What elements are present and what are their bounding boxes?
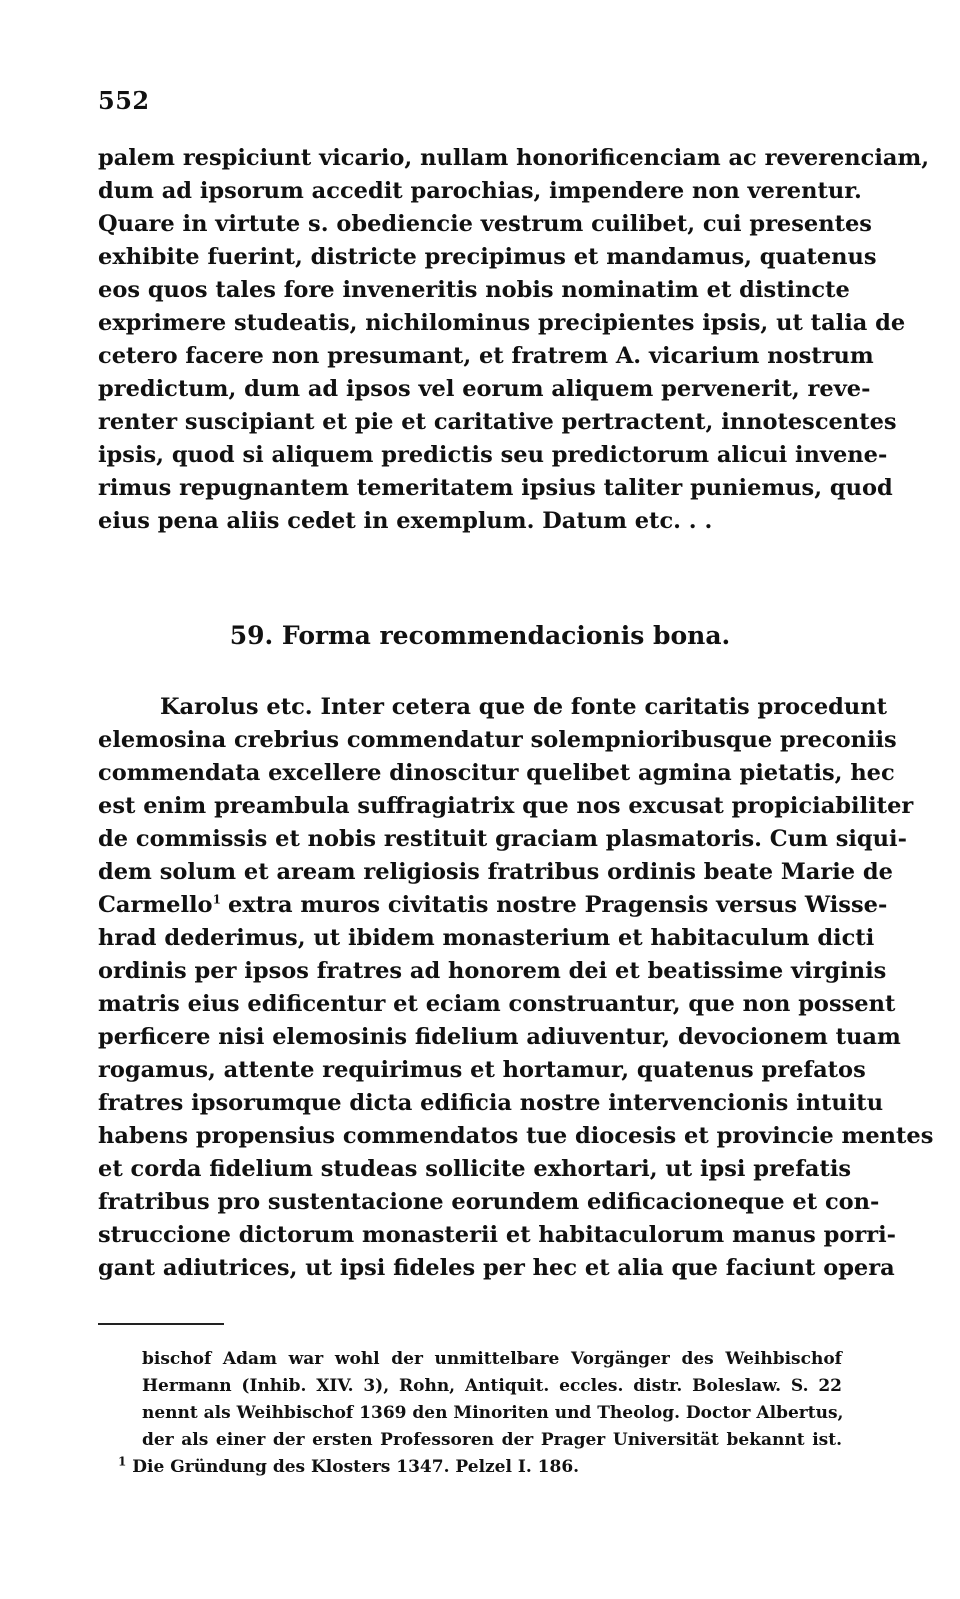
text-line: Quare in virtute s. obediencie vestrum cuilibet, cui presentes <box>98 211 872 237</box>
text-line: extra muros civitatis nostre Pragensis versus Wisse- <box>228 892 888 918</box>
text-line: exhibite fuerint, districte precipimus et mandamus, quatenus <box>98 244 877 270</box>
text-line: struccione dictorum monasterii et habitaculorum manus porri- <box>98 1222 897 1248</box>
section-heading: 59. Forma recommendacionis bona. <box>229 621 731 650</box>
text-line: ipsis, quod si aliquem predictis seu predictorum alicui invene- <box>98 442 888 468</box>
text-line: elemosina crebrius commendatur solempnioribusque preconiis <box>98 727 897 753</box>
text-line: palem respiciunt vicario, nullam honorificenciam ac reverenciam, <box>98 145 930 171</box>
text-line: dum ad ipsorum accedit parochias, impendere non verentur. <box>98 178 862 204</box>
page-number: 552 <box>98 86 150 115</box>
text-line: predictum, dum ad ipsos vel eorum aliquem pervenerit, reve- <box>98 376 871 402</box>
text-line: perficere nisi elemosinis fidelium adiuventur, devocionem tuam <box>98 1024 901 1050</box>
footnote-reference[interactable]: 1 <box>212 892 221 907</box>
text-line: eius pena aliis cedet in exemplum. Datum etc. . . <box>98 508 713 534</box>
text-line: cetero facere non presumant, et fratrem A. vicarium nostrum <box>98 343 874 369</box>
text-line: de commissis et nobis restituit graciam plasmatoris. Cum siqui- <box>98 826 907 852</box>
footnote-line: Hermann (Inhib. XIV. 3), Rohn, Antiquit. eccles. distr. Boleslaw. S. 22 <box>142 1376 842 1396</box>
text-line: dem solum et aream religiosis fratribus ordinis beate Marie de <box>98 859 893 885</box>
footnote-marker: 1 <box>118 1454 127 1469</box>
footnote-divider <box>98 1323 224 1325</box>
text-line: eos quos tales fore inveneritis nobis nominatim et distincte <box>98 277 850 303</box>
text-line: rogamus, attente requirimus et hortamur, quatenus prefatos <box>98 1057 866 1083</box>
text-line: rimus repugnantem temeritatem ipsius taliter puniemus, quod <box>98 475 893 501</box>
text-line: hrad dederimus, ut ibidem monasterium et habitaculum dicti <box>98 925 875 951</box>
text-line: ordinis per ipsos fratres ad honorem dei et beatissime virginis <box>98 958 887 984</box>
text-line: fratres ipsorumque dicta edificia nostre intervencionis intuitu <box>98 1090 884 1116</box>
footnote-1 <box>118 1455 818 1479</box>
footnote-text: Die Gründung des Klosters 1347. Pelzel I. 186. <box>132 1457 580 1477</box>
text-line: est enim preambula suffragiatrix que nos excusat propiciabiliter <box>98 793 914 819</box>
text-line: habens propensius commendatos tue diocesis et provincie mentes <box>98 1123 934 1149</box>
footnote-line: der als einer der ersten Professoren der Prager Universität bekannt ist. <box>142 1430 842 1450</box>
text-line: exprimere studeatis, nichilominus precipientes ipsis, ut talia de <box>98 310 906 336</box>
text-line: et corda fidelium studeas sollicite exhortari, ut ipsi prefatis <box>98 1156 852 1182</box>
text-segment: Carmello <box>98 892 213 918</box>
text-line: renter suscipiant et pie et caritative pertractent, innotescentes <box>98 409 897 435</box>
text-line: fratribus pro sustentacione eorundem edificacioneque et con- <box>98 1189 880 1215</box>
text-line: Karolus etc. Inter cetera que de fonte caritatis procedunt <box>160 694 887 720</box>
text-line: gant adiutrices, ut ipsi fideles per hec et alia que faciunt opera <box>98 1255 895 1281</box>
text-line-with-footnote <box>98 890 221 920</box>
text-line: matris eius edificentur et eciam construantur, que non possent <box>98 991 896 1017</box>
footnote-line: bischof Adam war wohl der unmittelbare Vorgänger des Weihbischof <box>142 1349 842 1369</box>
footnote-line: nennt als Weihbischof 1369 den Minoriten und Theolog. Doctor Albertus, <box>142 1403 844 1423</box>
text-line: commendata excellere dinoscitur quelibet agmina pietatis, hec <box>98 760 895 786</box>
